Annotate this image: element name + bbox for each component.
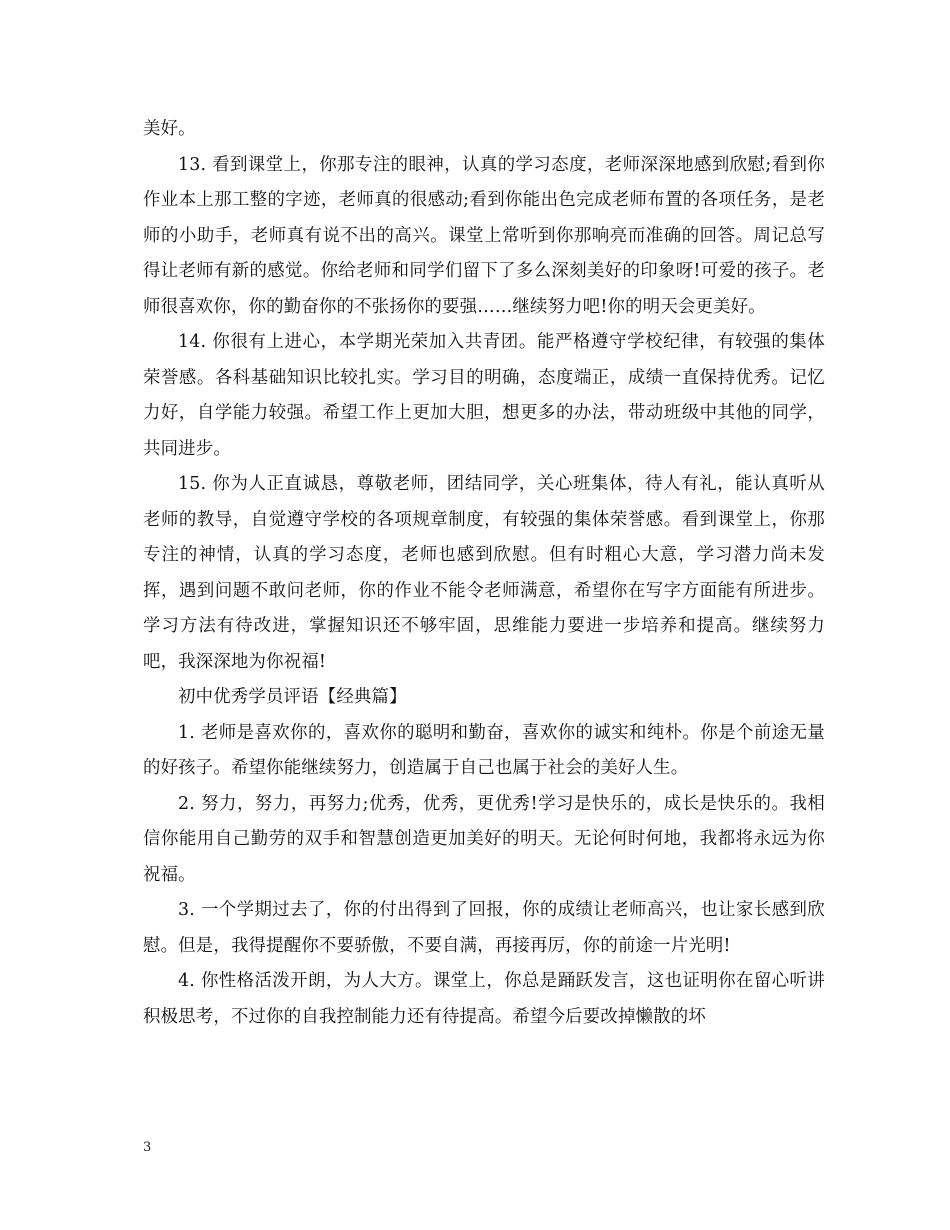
paragraph-comment-14: 14. 你很有上进心，本学期光荣加入共青团。能严格遵守学校纪律，有较强的集体荣誉感。各科基础知识比较扎实。学习目的明确，态度端正，成绩一直保持优秀。记忆力好，自学能力较强。希望工作上更加大胆，想更多的办法，带动班级中其他的同学，共同进步。 — [143, 332, 825, 459]
paragraph-comment-13: 13. 看到课堂上，你那专注的眼神，认真的学习态度，老师深深地感到欣慰;看到你作业本上那工整的字迹，老师真的很感动;看到你能出色完成老师布置的各项任务，是老师的小助手，老师真有说不出的高兴。课堂上常听到你那响亮而准确的回答。周记总写得让老师有新的感觉。你给老师和同学们留下了多么深刻美好的印象呀!可爱的孩子。老师很喜欢你，你的勤奋你的不张扬你的要强……继续努力吧!你的明天会更美好。 — [143, 154, 825, 317]
paragraph-classic-1: 1. 老师是喜欢你的，喜欢你的聪明和勤奋，喜欢你的诚实和纯朴。你是个前途无量的好孩子。希望你能继续努力，创造属于自己也属于社会的美好人生。 — [143, 722, 825, 778]
section-heading: 初中优秀学员评语【经典篇】 — [178, 687, 407, 707]
paragraph-classic-3: 3. 一个学期过去了，你的付出得到了回报，你的成绩让老师高兴，也让家长感到欣慰。但是，我得提醒你不要骄傲，不要自满，再接再厉，你的前途一片光明! — [143, 900, 825, 956]
document-body — [143, 112, 825, 1035]
page-number: 3 — [143, 1140, 152, 1155]
paragraph-continuation: 美好。 — [143, 119, 196, 139]
paragraph-classic-4: 4. 你性格活泼开朗，为人大方。课堂上，你总是踊跃发言，这也证明你在留心听讲积极思考，不过你的自我控制能力还有待提高。希望今后要改掉懒散的坏 — [143, 971, 825, 1027]
paragraph-comment-15: 15. 你为人正直诚恳，尊敬老师，团结同学，关心班集体，待人有礼，能认真听从老师的教导，自觉遵守学校的各项规章制度，有较强的集体荣誉感。看到课堂上，你那专注的神情，认真的学习态度，老师也感到欣慰。但有时粗心大意，学习潜力尚未发挥，遇到问题不敢问老师，你的作业不能令老师满意，希望你在写字方面能有所进步。学习方法有待改进，掌握知识还不够牢固，思维能力要进一步培养和提高。继续努力吧，我深深地为你祝福! — [143, 474, 825, 672]
paragraph-classic-2: 2. 努力，努力，再努力;优秀，优秀，更优秀!学习是快乐的，成长是快乐的。我相信你能用自己勤劳的双手和智慧创造更加美好的明天。无论何时何地，我都将永远为你祝福。 — [143, 793, 825, 885]
